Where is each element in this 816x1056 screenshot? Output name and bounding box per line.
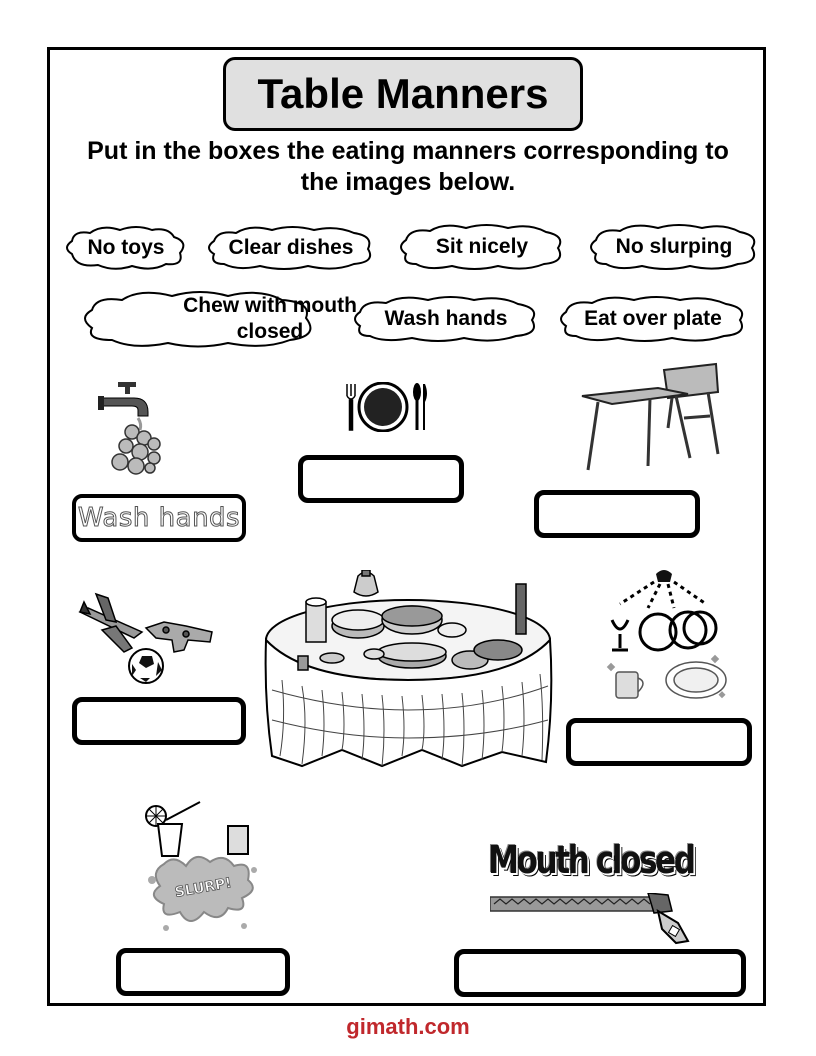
faucet-washing-hands-icon: [98, 380, 170, 476]
answer-box-toys[interactable]: [72, 697, 246, 745]
footer-site-link[interactable]: gimath.com: [346, 1014, 470, 1039]
word-bank-clear-dishes[interactable]: [204, 224, 378, 272]
word-bank-label: Chew with mouth closed: [183, 294, 357, 343]
word-bank-label: Clear dishes: [228, 236, 354, 259]
word-bank-label: No toys: [87, 236, 165, 259]
word-bank-no-toys[interactable]: [62, 224, 190, 272]
worksheet-title: Table Manners: [223, 57, 583, 131]
place-setting-icon: [345, 382, 429, 432]
answer-text: Wash hands: [77, 503, 241, 533]
clean-dishes-icon: [600, 568, 732, 710]
word-bank-label: No slurping: [615, 235, 733, 258]
answer-box-place-setting[interactable]: [298, 455, 464, 503]
word-bank-wash-hands[interactable]: [350, 294, 542, 344]
answer-box-wash-hands[interactable]: [72, 494, 246, 542]
word-bank-eat-over-plate[interactable]: [556, 294, 750, 344]
word-bank-label: Wash hands: [384, 307, 508, 330]
slurp-splash-text: SLURP!: [173, 875, 233, 901]
toys-airplane-gun-ball-icon: [76, 592, 222, 688]
dining-table-feast-icon: [262, 570, 554, 774]
answer-box-slurp[interactable]: [116, 948, 290, 996]
slurp-drink-splash-icon: [144, 800, 260, 936]
instructions-text: Put in the boxes the eating manners corresponding to the images below.: [87, 137, 729, 196]
word-bank-label: Sit nicely: [435, 235, 529, 258]
mouth-closed-caption: Mouth closed: [488, 838, 694, 882]
word-bank-no-slurping[interactable]: [586, 222, 762, 272]
word-bank-chew-mouth-closed[interactable]: [78, 288, 357, 350]
school-desk-chair-icon: [580, 362, 722, 474]
answer-box-desk-chair[interactable]: [534, 490, 700, 538]
word-bank-label: Eat over plate: [584, 307, 722, 330]
answer-box-mouth-closed[interactable]: [454, 949, 746, 997]
answer-box-clean-dishes[interactable]: [566, 718, 752, 766]
zipper-icon: [490, 893, 698, 945]
word-bank-sit-nicely[interactable]: [396, 222, 568, 272]
